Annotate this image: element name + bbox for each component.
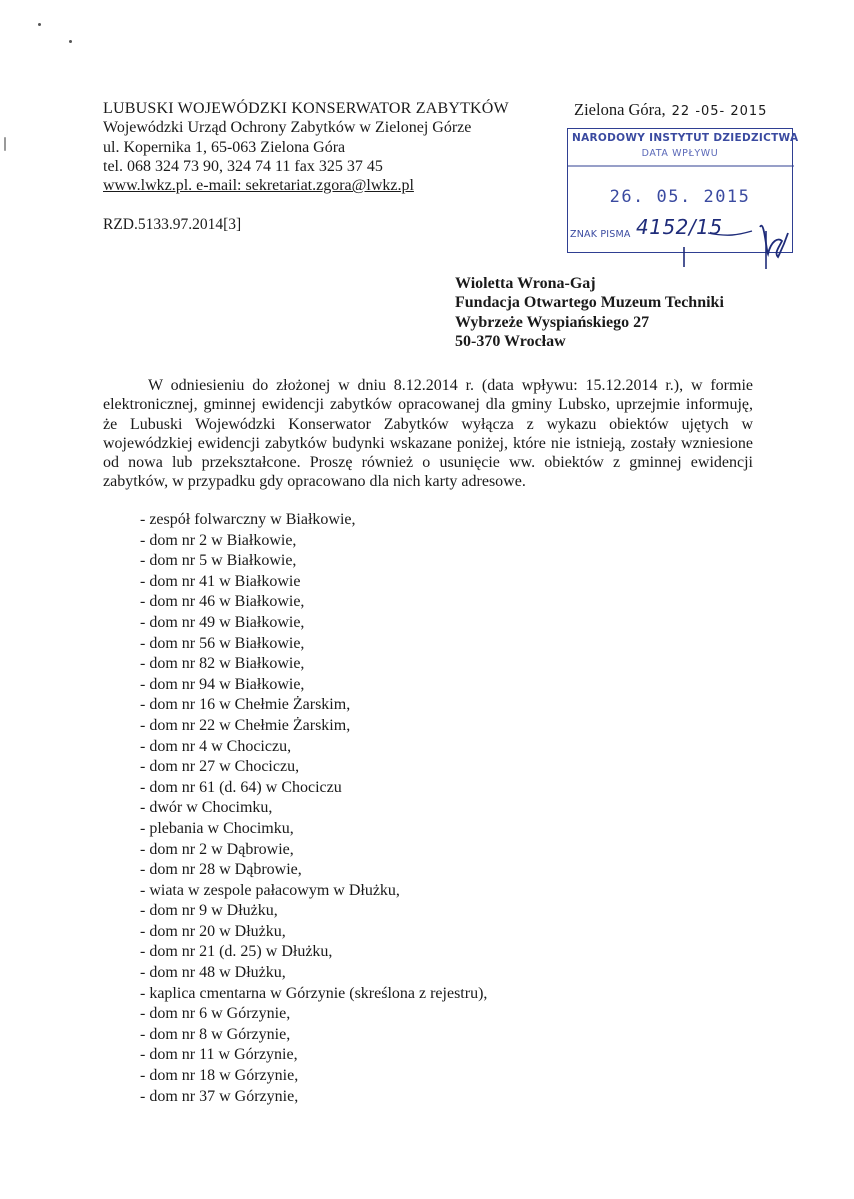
- handwritten-signature-icon: [568, 129, 799, 269]
- list-item: - plebania w Chocimku,: [140, 819, 294, 837]
- recipient-city: 50-370 Wrocław: [455, 332, 566, 350]
- list-item: - dom nr 22 w Chełmie Żarskim,: [140, 716, 351, 734]
- received-stamp: [567, 128, 799, 253]
- sender-address: ul. Kopernika 1, 65-063 Zielona Góra: [103, 138, 346, 156]
- place: Zielona Góra,: [574, 100, 666, 119]
- sender-web-email-link[interactable]: www.lwkz.pl. e-mail: sekretariat.zgora@lwkz.pl: [103, 177, 414, 195]
- sender-org: LUBUSKI WOJEWÓDZKI KONSERWATOR ZABYTKÓW: [103, 100, 509, 117]
- list-item: - dom nr 56 w Białkowie,: [140, 634, 305, 652]
- reference-number: RZD.5133.97.2014[3]: [103, 216, 242, 233]
- recipient-name: Wioletta Wrona-Gaj: [455, 275, 596, 292]
- list-item: - dom nr 11 w Górzynie,: [140, 1046, 298, 1064]
- date-stamp: 22 -05- 2015: [671, 104, 768, 119]
- recipient-street: Wybrzeże Wyspiańskiego 27: [455, 313, 650, 331]
- list-item: - dom nr 41 w Białkowie: [140, 572, 301, 590]
- scan-speck: [4, 137, 6, 151]
- list-item: - dom nr 2 w Białkowie,: [140, 531, 297, 549]
- list-item: - dom nr 49 w Białkowie,: [140, 613, 305, 631]
- list-item: - dom nr 18 w Górzynie,: [140, 1067, 299, 1085]
- stamp-handwritten-number: 4152/15: [636, 215, 723, 239]
- stamp-label: DATA WPŁYWU: [641, 148, 719, 159]
- stamp-institution: NARODOWY INSTYTUT DZIEDZICTWA: [572, 132, 799, 144]
- list-item: - dwór w Chocimku,: [140, 799, 273, 817]
- list-item: - dom nr 2 w Dąbrowie,: [140, 840, 294, 858]
- list-item: - dom nr 20 w Dłużku,: [140, 922, 286, 940]
- sender-letterhead: [103, 99, 509, 195]
- list-item: - dom nr 61 (d. 64) w Chociczu: [140, 778, 342, 796]
- stamp-date: 26. 05. 2015: [609, 187, 751, 207]
- list-item: - zespół folwarczny w Białkowie,: [140, 511, 356, 528]
- letter-body: W odniesieniu do złożonej w dniu 8.12.2014 r. (data wpływu: 15.12.2014 r.), w formie elektronicznej, gminnej ewidencji zabytków opracowanej dla gminy Lubsko, uprzejmie informuję, że Lubuski Wojewódzki Konserwator Zabytków wyłącza z wykazu obiektów ujętych w wojewódzkiej ewidencji zabytków budynki wskazane poniżej, które nie istnieją, zostały wzniesione od nowa lub przekształcone. Proszę również o usunięcie ww. obiektów z gminnej ewidencji zabytków, w przypadku gdy opracowano dla nich karty adresowe.: [103, 377, 753, 491]
- sender-office: Wojewódzki Urząd Ochrony Zabytków w Zielonej Górze: [103, 119, 472, 137]
- scan-speck: [69, 40, 72, 43]
- list-item: - dom nr 5 w Białkowie,: [140, 552, 297, 570]
- place-date: [574, 100, 767, 120]
- list-item: - dom nr 46 w Białkowie,: [140, 593, 305, 611]
- scan-speck: [38, 23, 41, 26]
- list-item: - dom nr 21 (d. 25) w Dłużku,: [140, 943, 333, 961]
- list-item: - kaplica cmentarna w Górzynie (skreślona z rejestru),: [140, 984, 488, 1002]
- list-item: - dom nr 27 w Chociczu,: [140, 758, 300, 776]
- recipient-address: [455, 274, 724, 351]
- stamp-sign-label: ZNAK PISMA: [570, 229, 631, 240]
- list-item: - dom nr 37 w Górzynie,: [140, 1087, 299, 1105]
- list-item: - wiata w zespole pałacowym w Dłużku,: [140, 881, 400, 899]
- list-item: - dom nr 48 w Dłużku,: [140, 964, 286, 982]
- list-item: - dom nr 82 w Białkowie,: [140, 655, 305, 673]
- list-item: - dom nr 28 w Dąbrowie,: [140, 861, 302, 879]
- sender-phone: tel. 068 324 73 90, 324 74 11 fax 325 37 45: [103, 157, 383, 175]
- list-item: - dom nr 16 w Chełmie Żarskim,: [140, 696, 351, 714]
- monument-list: [140, 510, 487, 1107]
- recipient-org: Fundacja Otwartego Muzeum Techniki: [455, 294, 724, 312]
- list-item: - dom nr 9 w Dłużku,: [140, 902, 278, 920]
- list-item: - dom nr 8 w Górzynie,: [140, 1025, 291, 1043]
- list-item: - dom nr 6 w Górzynie,: [140, 1005, 291, 1023]
- list-item: - dom nr 4 w Chociczu,: [140, 737, 292, 755]
- list-item: - dom nr 94 w Białkowie,: [140, 675, 305, 693]
